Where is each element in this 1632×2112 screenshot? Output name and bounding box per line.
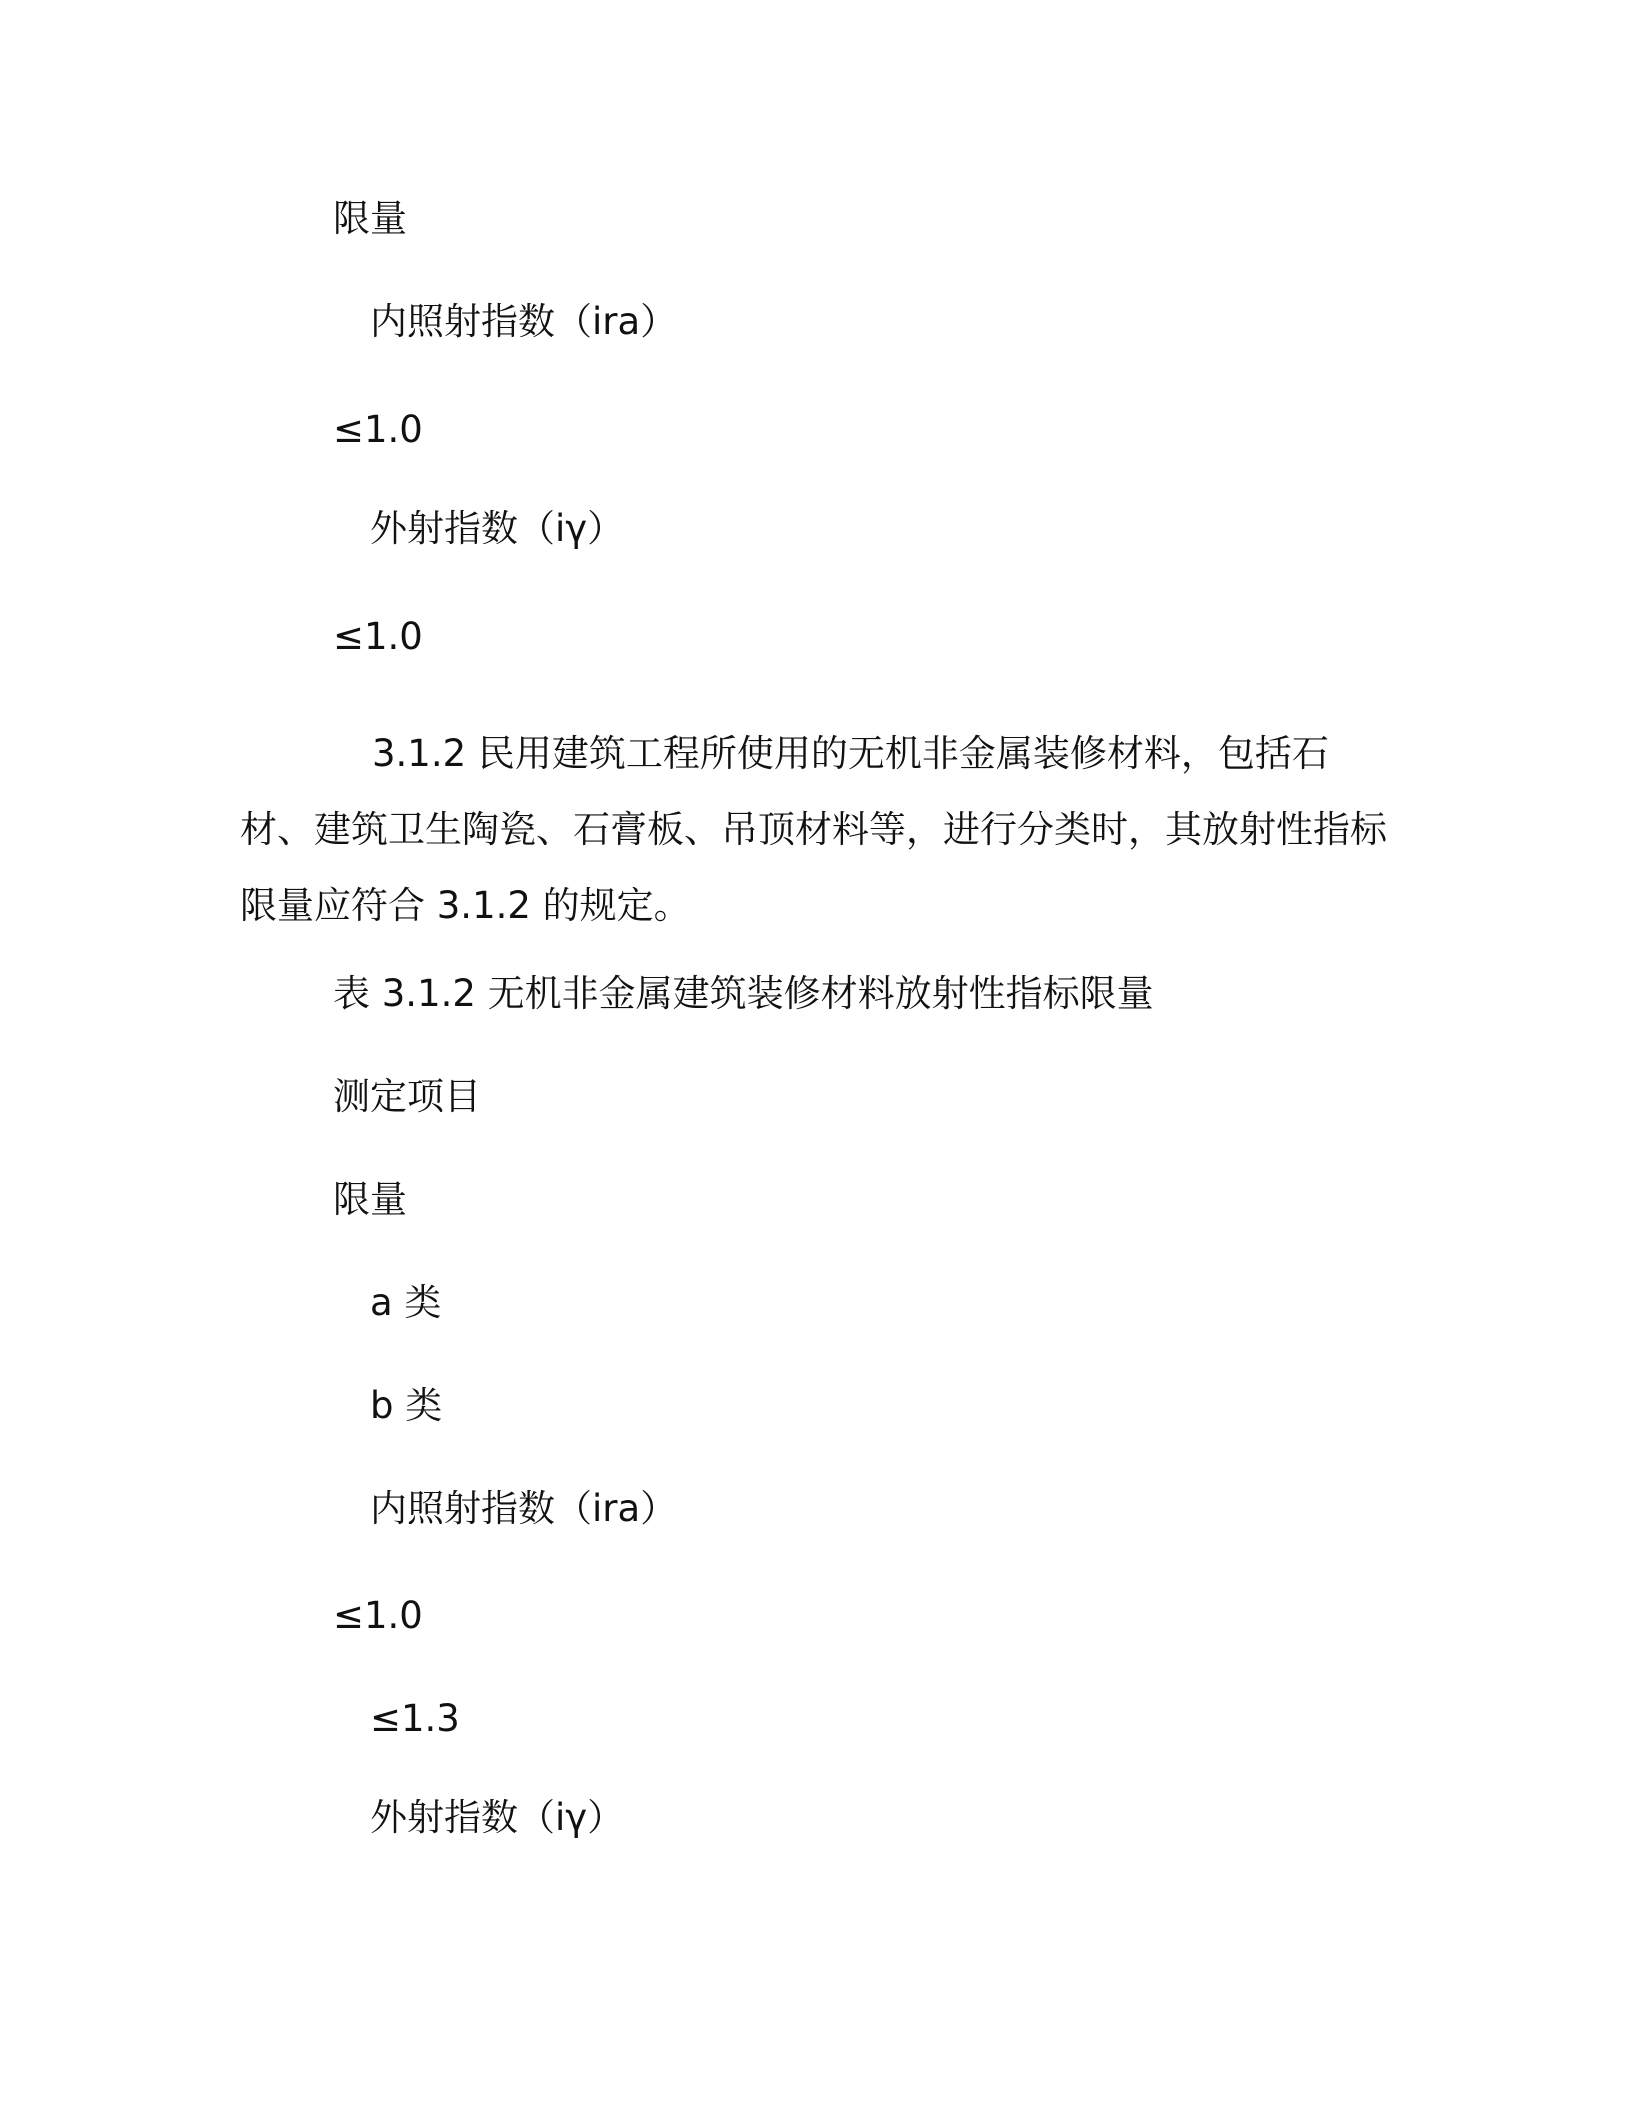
table-external-exposure-index: 外射指数（iγ） [370,1796,625,1839]
external-exposure-limit-value: ≤1.0 [333,615,423,658]
table-header-item: 测定项目 [333,1075,481,1118]
table-class-b-limit: ≤1.3 [370,1697,460,1740]
clause-paragraph: 3.1.2 民用建筑工程所使用的无机非金属装修材料，包括石材、建筑卫生陶瓷、石膏板、吊顶材料等，进行分类时，其放射性指标限量应符合 3.1.2 的规定。 [240,732,1387,927]
table-internal-exposure-index: 内照射指数（ira） [370,1487,678,1530]
internal-exposure-index-label: 内照射指数（ira） [370,300,678,343]
table-header-limit: 限量 [333,1178,407,1221]
external-exposure-index-label: 外射指数（iγ） [370,507,625,550]
internal-exposure-limit-value: ≤1.0 [333,408,423,451]
table-class-b: b 类 [370,1384,443,1427]
table-class-a-limit: ≤1.0 [333,1594,423,1637]
limit-label: 限量 [333,197,407,240]
table-class-a: a 类 [370,1281,442,1324]
table-caption: 表 3.1.2 无机非金属建筑装修材料放射性指标限量 [333,972,1154,1015]
